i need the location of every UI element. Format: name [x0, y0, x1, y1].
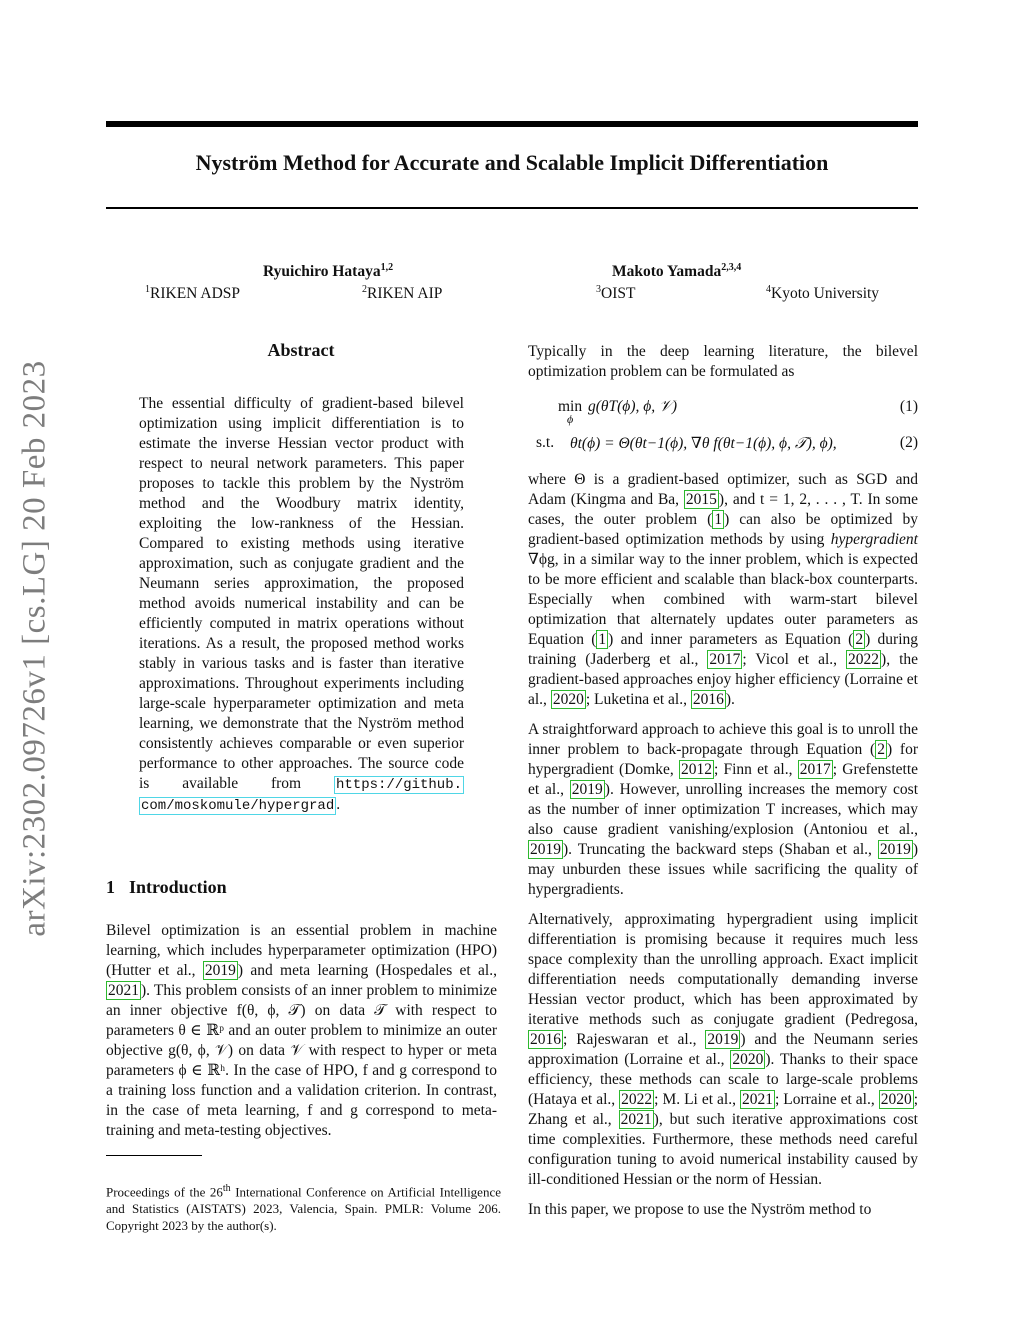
text: ) may unburden these issues while sacrificing the quality of hypergradients.	[528, 841, 919, 898]
text: Alternatively, approximating hypergradient using implicit differentiation is promising because it requires much less space complexity than the unrolling approach. Exact implicit differentiation needs computationally demanding inverse Hessian vector product, which has been approximated by iterative methods such as conjugate gradient (Pedregosa,	[528, 911, 918, 1028]
text: ; Vicol et al.,	[742, 651, 838, 668]
footnote	[106, 1180, 501, 1234]
citation-link[interactable]: 2019	[530, 841, 561, 858]
text: ) during training (Jaderberg et al.,	[528, 631, 918, 668]
source-code-link-cont[interactable]: com/moskomule/hypergrad	[141, 798, 335, 814]
text: ) for hypergradient (Domke,	[528, 741, 918, 778]
citation-link[interactable]: 2019	[707, 1031, 739, 1048]
text: A straightforward approach to achieve this goal is to unroll the inner problem to back-propagate through Equation (	[528, 721, 918, 758]
citation-link[interactable]: 2022	[848, 651, 880, 668]
paragraph	[528, 720, 918, 900]
text: Typically in the deep learning literature, the bilevel optimization problem can be formulated as	[528, 343, 918, 380]
text: ). Thanks to their space efficiency, these methods can scale to large-scale problems (Hataya et al.,	[528, 1051, 918, 1108]
citation-link[interactable]: 2020	[880, 1091, 912, 1108]
intro-paragraph	[106, 921, 497, 1141]
aff-name: OIST	[601, 285, 636, 303]
equation-2	[528, 434, 918, 458]
affiliation-2	[362, 284, 442, 303]
paragraph	[528, 910, 918, 1190]
text: ; M. Li et al.,	[654, 1091, 736, 1108]
eq-tag: (1)	[899, 398, 918, 415]
text: Bilevel optimization is an essential problem in machine learning, which includes hyperparameter optimization (HPO) (Hutter et al.,	[106, 922, 497, 979]
equation-link[interactable]: 2	[877, 741, 885, 758]
eq-body: g(θT(ϕ), ϕ, 𝒱)	[588, 398, 678, 415]
text: ) and the Neumann series approximation (Lorraine et al.,	[528, 1031, 919, 1068]
equation-link[interactable]: 1	[714, 511, 723, 528]
eq-min	[558, 398, 583, 426]
title-rule-top	[106, 121, 918, 127]
text: In this paper, we propose to use the Nyström method to	[528, 1201, 872, 1218]
text: ∇ϕg, in a similar way to the inner problem, which is expected to be more efficient and scalable than black-box counterparts. Especially when combined with warm-start bilevel optimization that alternately updates outer parameters as Equation (	[528, 551, 918, 648]
author-sup: 1,2	[380, 262, 394, 273]
aff-sup: 4	[766, 284, 771, 295]
citation-link[interactable]: 2015	[685, 491, 717, 508]
abstract-heading: Abstract	[267, 340, 335, 360]
citation-link[interactable]: 2021	[620, 1111, 652, 1128]
affiliation-3	[596, 284, 635, 303]
author-sup: 2,3,4	[721, 262, 742, 273]
arxiv-identifier: arXiv:2302.09726v1 [cs.LG] 20 Feb 2023	[16, 360, 53, 937]
text: ), the gradient-based approaches enjoy higher efficiency (Lorraine et al.,	[528, 651, 919, 708]
paper-title: Nyström Method for Accurate and Scalable Implicit Differentiation	[195, 150, 829, 175]
text: ; Rajeswaran et al.,	[563, 1031, 697, 1048]
aff-sup: 2	[362, 284, 367, 295]
source-code-link[interactable]: https://github.	[335, 777, 463, 793]
eq-body: θt(ϕ) = Θ(θt−1(ϕ), ∇θ f(θt−1(ϕ), ϕ, 𝒯), ϕ),	[570, 435, 837, 452]
text: ; Grefenstette et al.,	[528, 761, 919, 798]
text: ; Luketina et al.,	[585, 691, 687, 708]
text: ; Finn et al.,	[713, 761, 793, 778]
eq-st: s.t.	[536, 434, 555, 451]
section-heading-introduction	[106, 877, 227, 898]
eq-tag: (2)	[899, 434, 918, 451]
citation-link[interactable]: 2021	[108, 982, 139, 999]
text: Proceedings of the 26	[106, 1184, 223, 1200]
aff-name: Kyoto University	[771, 285, 880, 303]
text: ).	[725, 691, 735, 708]
citation-link[interactable]: 2020	[732, 1051, 764, 1068]
citation-link[interactable]: 2022	[621, 1091, 653, 1108]
citation-link[interactable]: 2020	[552, 691, 584, 708]
aff-name: RIKEN ADSP	[150, 285, 241, 303]
abstract-text	[139, 394, 464, 816]
affiliation-1	[145, 284, 240, 303]
footnote-rule	[106, 1155, 202, 1156]
author-1	[263, 262, 393, 281]
title-rule-bottom	[106, 207, 918, 209]
text: ) can also be optimized by gradient-based optimization methods by using	[528, 511, 918, 548]
abstract-body: The essential difficulty of gradient-based bilevel optimization using implicit differentiation is to estimate the inverse Hessian vector product with respect to neural network parameters. This paper proposes to tackle this problem by the Nyström method and the Woodbury matrix identity, exploiting the low-rankness of the Hessian. Compared to existing methods using iterative approximation, such as conjugate gradient and the Neumann series approximation, the proposed method avoids numerical instability and can be efficiently computed in matrix operations without iterations. As a result, the proposed method works stably in various tasks and is faster than iterative approximations. Throughout experiments including large-scale hyperparameter optimization and meta learning, we demonstrate that the Nyström method consistently achieves comparable or even superior performance to other approaches. The source code is available from	[139, 395, 464, 792]
text: ), but such iterative approximations cost time complexities. Furthermore, these methods need careful configuration tuning to avoid numerical instability caused by ill-conditioned Hessian or the norm of Hessian.	[528, 1111, 918, 1188]
equation-1	[528, 398, 918, 428]
text: International Conference on Artificial Intelligence and Statistics (AISTATS) 2023, Valencia, Spain. PMLR: Volume 206. Copyright 2023 by the author(s).	[106, 1184, 501, 1234]
paragraph	[528, 470, 918, 710]
text: where Θ is a gradient-based optimizer, such as SGD and Adam (Kingma and Ba,	[528, 471, 918, 508]
aff-sup: 1	[145, 284, 150, 295]
text: ), and t = 1, 2, . . . , T. In some cases, the outer problem (	[528, 491, 919, 528]
author-2	[612, 262, 741, 281]
citation-link[interactable]: 2019	[879, 841, 911, 858]
text: ). Truncating the backward steps (Shaban et al.,	[563, 841, 872, 858]
text: ). This problem consists of an inner problem to minimize an inner objective f(θ, ϕ, 𝒯) on data 𝒯 with respect to parameters θ ∈ ℝᵖ and an outer problem to minimize an outer objective g(θ, ϕ, 𝒱) on data 𝒱 with respect to hyper or meta parameters ϕ ∈ ℝʰ. In the case of HPO, f and g correspond to a training loss function and a validation criterion. In contrast, in the case of meta learning, f and g correspond to meta-training and meta-testing objectives.	[106, 982, 497, 1139]
right-column-body	[528, 470, 918, 1230]
text: ; Zhang et al.,	[528, 1091, 919, 1128]
citation-link[interactable]: 2019	[204, 962, 236, 979]
section-number: 1	[106, 877, 115, 897]
citation-link[interactable]: 2017	[799, 761, 831, 778]
equation-link[interactable]: 1	[598, 631, 607, 648]
text: ) and inner parameters as Equation (	[608, 631, 854, 648]
text: ) and meta learning (Hospedales et al.,	[237, 962, 497, 979]
text: ; Lorraine et al.,	[774, 1091, 875, 1108]
eq-min-op: min	[558, 398, 583, 415]
citation-link[interactable]: 2016	[530, 1031, 561, 1048]
citation-link[interactable]: 2016	[692, 691, 724, 708]
equation-link[interactable]: 2	[855, 631, 864, 648]
footnote-sup: th	[222, 1183, 231, 1194]
eq-min-sub: ϕ	[567, 412, 574, 426]
text: ). However, unrolling increases the memory cost as the number of inner optimization T increases, which may also cause gradient vanishing/explosion (Antoniou et al.,	[528, 781, 919, 838]
affiliation-4	[766, 284, 879, 303]
text-italic: hypergradient	[830, 531, 918, 548]
author-name: Makoto Yamada	[612, 263, 722, 281]
citation-link[interactable]: 2012	[680, 761, 712, 778]
citation-link[interactable]: 2019	[571, 781, 603, 798]
citation-link[interactable]: 2021	[741, 1091, 773, 1108]
aff-name: RIKEN AIP	[367, 285, 443, 303]
abstract-end: .	[336, 796, 341, 813]
citation-link[interactable]: 2017	[709, 651, 741, 668]
section-title: Introduction	[129, 877, 227, 897]
paragraph	[528, 1200, 918, 1220]
author-name: Ryuichiro Hataya	[263, 263, 381, 281]
right-intro-text	[528, 342, 918, 382]
aff-sup: 3	[596, 284, 601, 295]
